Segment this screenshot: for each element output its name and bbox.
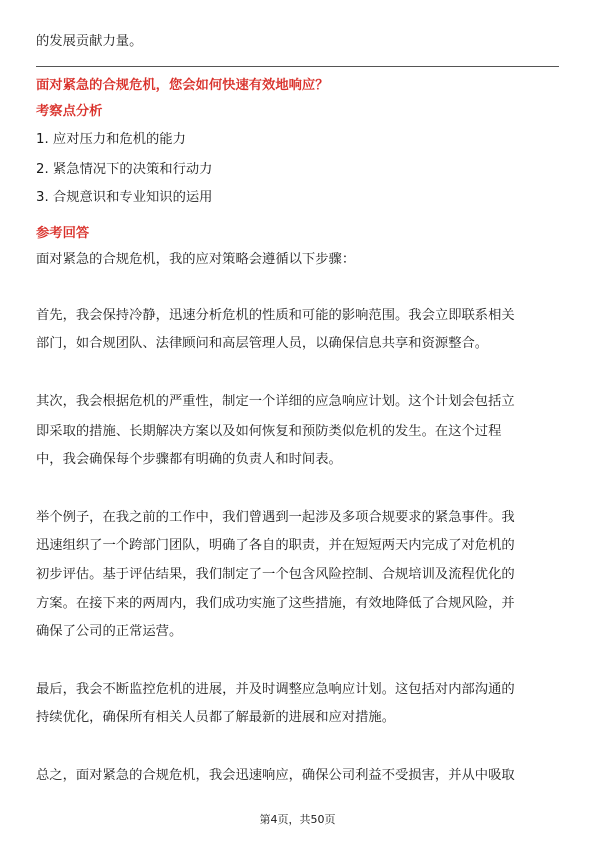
question-heading: 面对紧急的合规危机，您会如何快速有效地响应？ <box>36 78 329 93</box>
analysis-item: 2. 紧急情况下的决策和行动力 <box>36 162 213 177</box>
analysis-item: 1. 应对压力和危机的能力 <box>36 132 186 147</box>
page-number-footer: 第4页，共50页 <box>259 813 336 826</box>
paragraph-line: 确保了公司的正常运营。 <box>36 624 183 639</box>
analysis-heading: 考察点分析 <box>36 104 103 119</box>
paragraph-line: 迅速组织了一个跨部门团队，明确了各自的职责，并在短短两天内完成了对危机的 <box>36 538 515 553</box>
paragraph-line: 方案。在接下来的两周内，我们成功实施了这些措施，有效地降低了合规风险，并 <box>36 596 515 611</box>
section-divider <box>36 66 559 67</box>
paragraph-line: 举个例子，在我之前的工作中，我们曾遇到一起涉及多项合规要求的紧急事件。我 <box>36 510 515 525</box>
paragraph-line: 其次，我会根据危机的严重性，制定一个详细的应急响应计划。这个计划会包括立 <box>36 394 515 409</box>
paragraph-line: 总之，面对紧急的合规危机，我会迅速响应，确保公司利益不受损害，并从中吸取 <box>36 768 515 783</box>
paragraph-line: 首先，我会保持冷静，迅速分析危机的性质和可能的影响范围。我会立即联系相关 <box>36 308 515 323</box>
paragraph-line: 最后，我会不断监控危机的进展，并及时调整应急响应计划。这包括对内部沟通的 <box>36 682 515 697</box>
intro-tail-text: 的发展贡献力量。 <box>36 34 143 49</box>
paragraph-line: 即采取的措施、长期解决方案以及如何恢复和预防类似危机的发生。在这个过程 <box>36 424 502 439</box>
answer-lead: 面对紧急的合规危机，我的应对策略会遵循以下步骤： <box>36 252 356 267</box>
paragraph-line: 部门，如合规团队、法律顾问和高层管理人员，以确保信息共享和资源整合。 <box>36 336 489 351</box>
paragraph-line: 初步评估。基于评估结果，我们制定了一个包含风险控制、合规培训及流程优化的 <box>36 567 515 582</box>
answer-heading: 参考回答 <box>36 226 90 241</box>
analysis-item: 3. 合规意识和专业知识的运用 <box>36 190 213 205</box>
paragraph-line: 持续优化，确保所有相关人员都了解最新的进展和应对措施。 <box>36 710 396 725</box>
paragraph-line: 中，我会确保每个步骤都有明确的负责人和时间表。 <box>36 452 342 467</box>
